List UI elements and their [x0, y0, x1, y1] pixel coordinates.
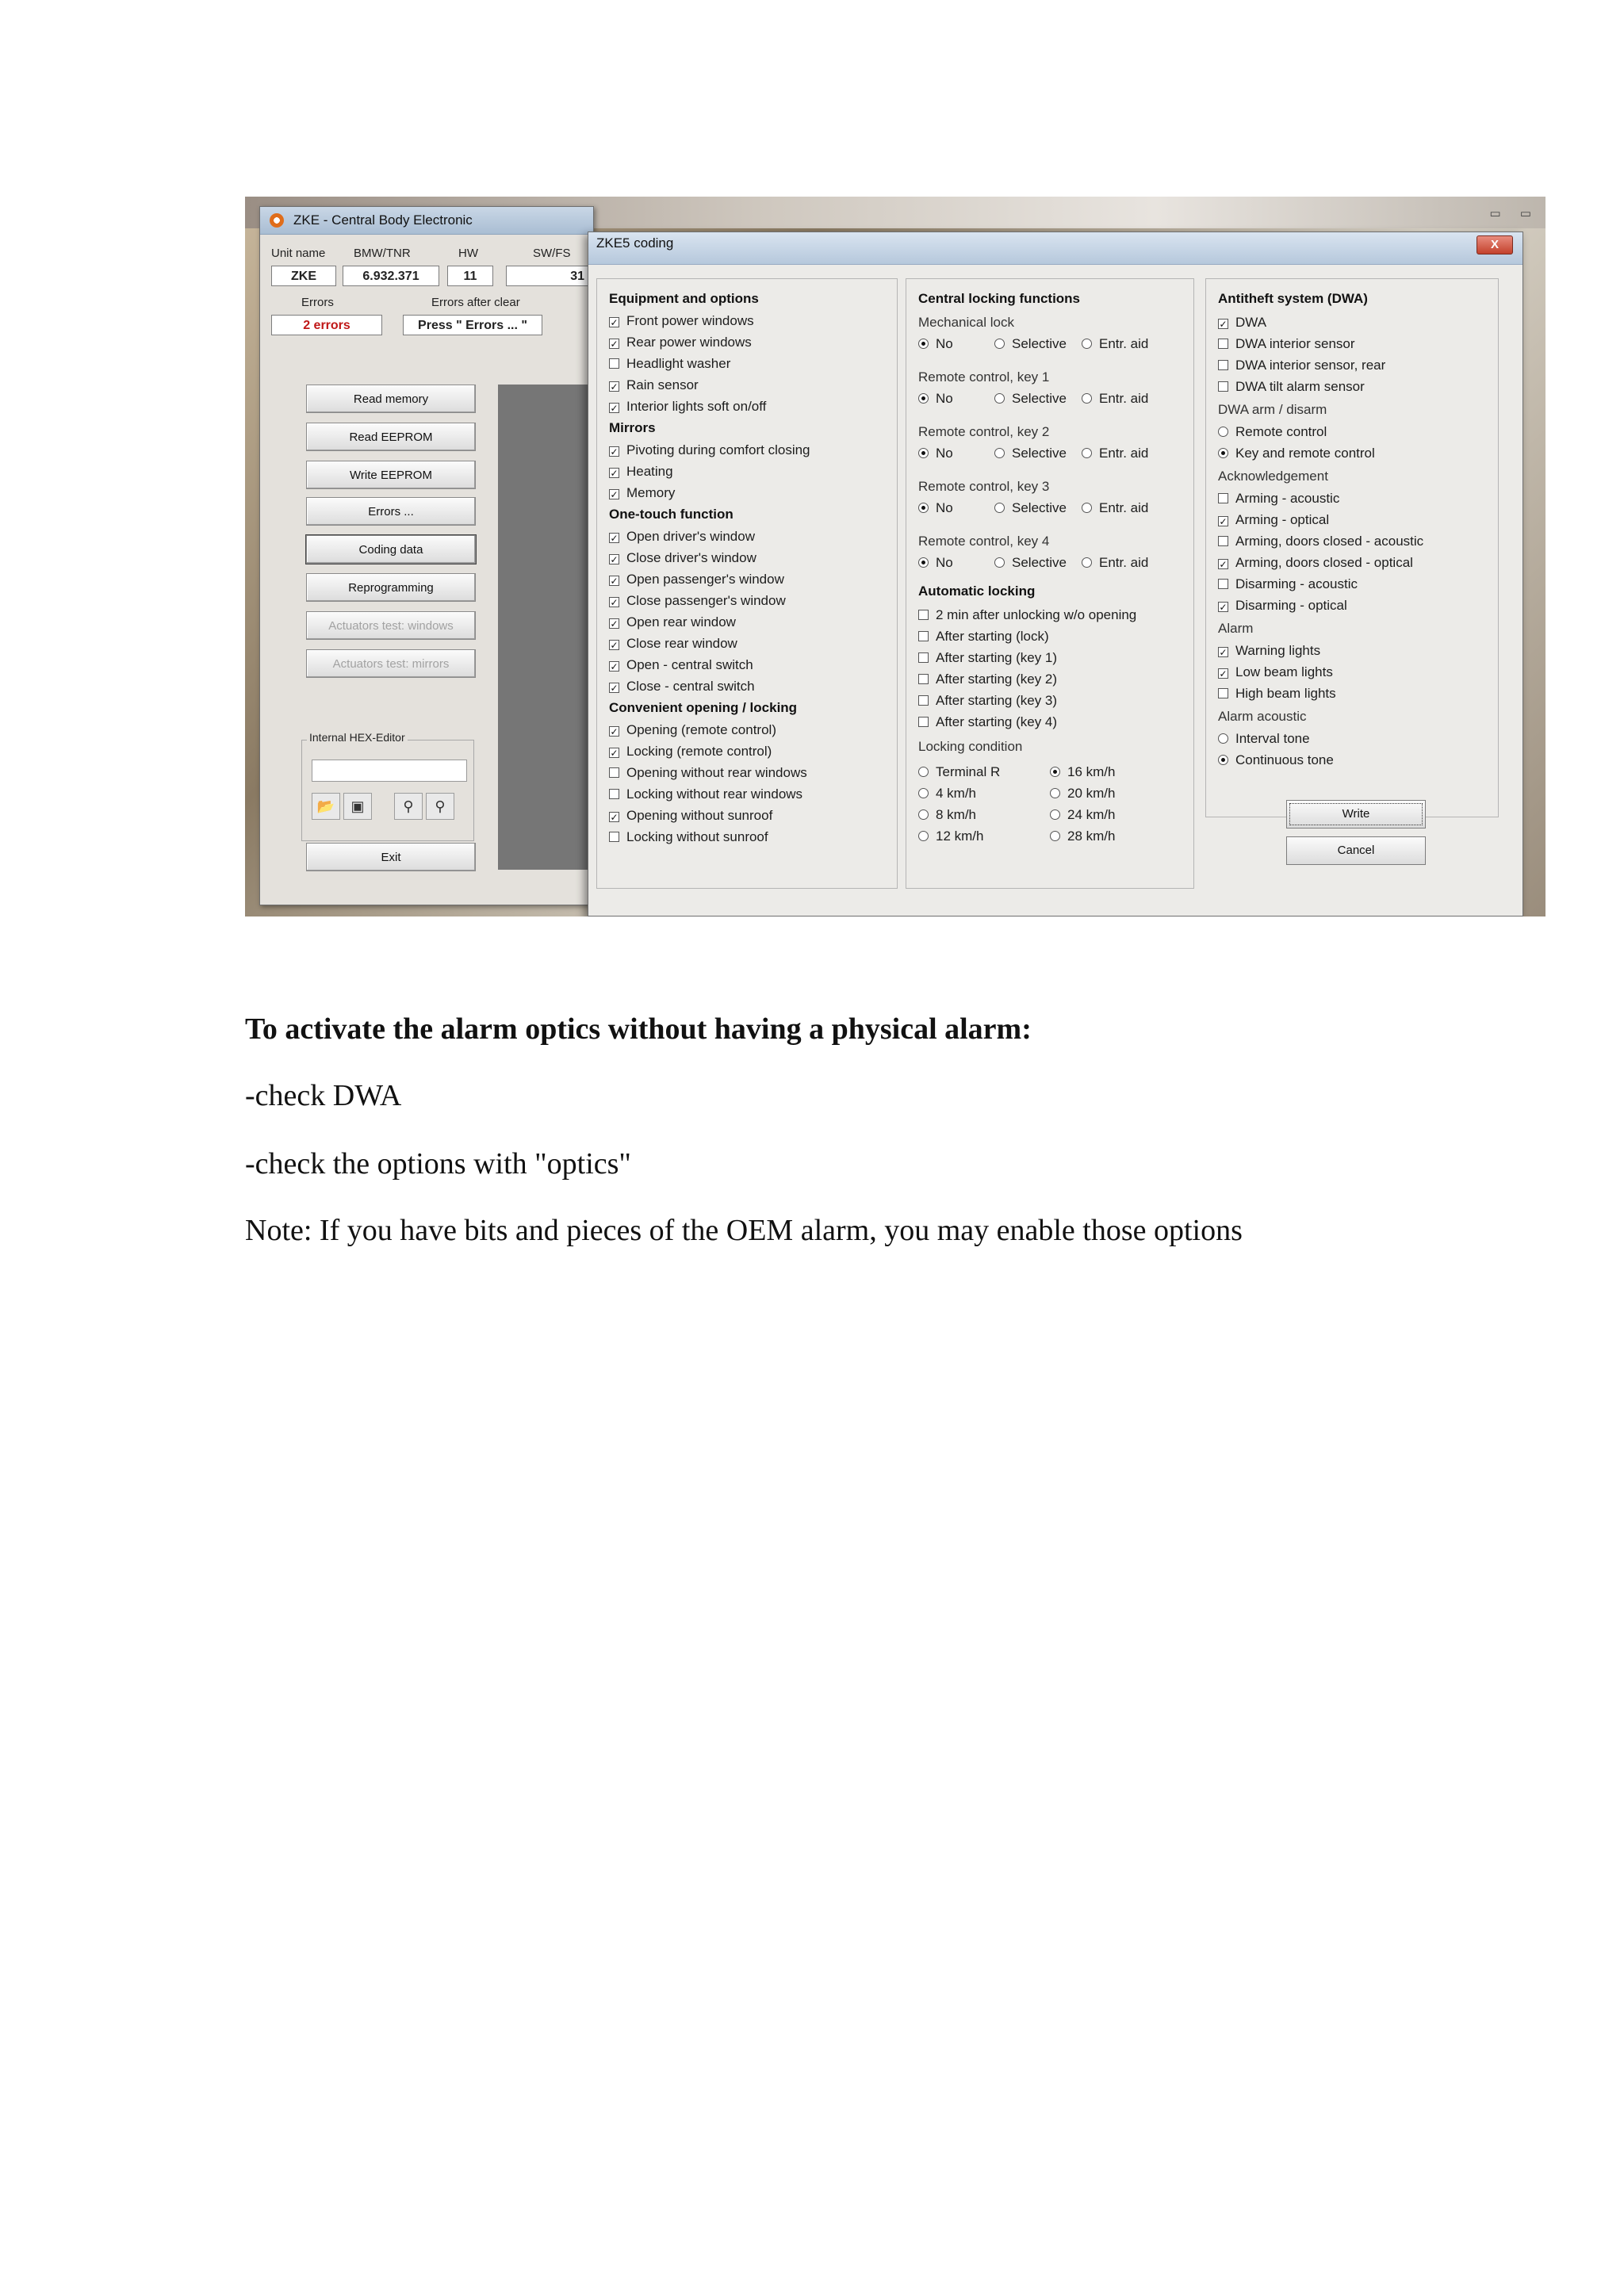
label-sw: SW/FS: [533, 247, 571, 260]
radio-group-label: [918, 479, 1049, 495]
radio-group-label: [918, 534, 1049, 549]
acknowledgement-checkbox[interactable]: [1218, 598, 1347, 614]
radio-icon[interactable]: [1218, 755, 1228, 765]
taskbar-icons: ▭ ▭: [1489, 207, 1539, 220]
read-memory-button[interactable]: Read memory: [306, 385, 476, 413]
radio-icon[interactable]: [994, 393, 1005, 404]
checkbox-icon[interactable]: ✓: [1219, 559, 1228, 570]
label-errors-after-clear: Errors after clear: [431, 296, 520, 309]
option-label: Arming - optical: [1235, 512, 1330, 527]
equipment-checkbox[interactable]: [609, 356, 730, 372]
radio-option[interactable]: [918, 446, 953, 461]
checkbox-icon[interactable]: ✓: [1219, 319, 1228, 330]
radio-icon[interactable]: [994, 339, 1005, 349]
checkbox-icon[interactable]: ✓: [610, 381, 619, 392]
dialog-title-bar: [588, 232, 1522, 265]
checkbox-icon[interactable]: ✓: [610, 812, 619, 823]
checkbox-icon[interactable]: [1218, 339, 1228, 349]
checkbox-icon[interactable]: [918, 652, 929, 663]
radio-icon[interactable]: [918, 788, 929, 798]
option-label: Memory: [626, 485, 676, 500]
option-label: After starting (lock): [936, 629, 1049, 644]
hex-editor-input[interactable]: [312, 760, 467, 782]
option-label: 8 km/h: [936, 807, 977, 822]
option-label: Central locking functions: [918, 291, 1081, 306]
option-label: Key and remote control: [1235, 446, 1375, 461]
convenient-checkbox[interactable]: [609, 744, 772, 760]
option-label: DWA interior sensor: [1235, 336, 1355, 351]
hex-editor-label: Internal HEX-Editor: [307, 731, 408, 744]
convenient-heading: [609, 700, 797, 716]
locking-condition-radio[interactable]: [918, 786, 976, 802]
errors-value: 2 errors: [271, 315, 382, 335]
mirrors-heading: [609, 420, 656, 436]
onetouch-checkbox[interactable]: [609, 636, 737, 652]
checkbox-icon[interactable]: ✓: [610, 618, 619, 629]
checkbox-icon[interactable]: [1218, 536, 1228, 546]
radio-icon[interactable]: [1082, 393, 1092, 404]
option-label: Open - central switch: [626, 657, 753, 672]
automatic-locking-checkbox[interactable]: [918, 693, 1057, 709]
option-label: After starting (key 4): [936, 714, 1058, 729]
screenshot-image: [245, 197, 1545, 916]
checkbox-icon[interactable]: [918, 610, 929, 620]
radio-group-label: [918, 424, 1049, 440]
alarm-acoustic-label: [1218, 709, 1306, 725]
option-label: Low beam lights: [1235, 664, 1333, 679]
option-label: One-touch function: [609, 507, 733, 522]
option-label: High beam lights: [1235, 686, 1336, 701]
label-errors: Errors: [301, 296, 334, 309]
option-label: 4 km/h: [936, 786, 977, 801]
checkbox-icon[interactable]: ✓: [1219, 647, 1228, 658]
option-label: Open rear window: [626, 614, 736, 629]
checkbox-icon[interactable]: ✓: [1219, 602, 1228, 613]
option-label: Remote control, key 3: [918, 479, 1050, 494]
locking-condition-radio[interactable]: [918, 764, 1000, 780]
option-label: Mechanical lock: [918, 315, 1014, 330]
radio-icon[interactable]: [1082, 448, 1092, 458]
checkbox-icon[interactable]: [1218, 381, 1228, 392]
option-label: Interval tone: [1235, 731, 1310, 746]
checkbox-icon[interactable]: [1218, 493, 1228, 503]
automatic-locking-checkbox[interactable]: [918, 629, 1049, 645]
option-label: Antitheft system (DWA): [1218, 291, 1368, 306]
radio-option[interactable]: [918, 336, 953, 352]
option-label: Warning lights: [1235, 643, 1321, 658]
option-label: Disarming - acoustic: [1235, 576, 1358, 591]
locking-condition-radio[interactable]: [918, 807, 976, 823]
antitheft-heading: [1218, 291, 1368, 307]
option-label: Terminal R: [936, 764, 1001, 779]
option-label: Entr. aid: [1099, 391, 1149, 406]
radio-icon[interactable]: [1050, 767, 1060, 777]
option-label: Remote control, key 1: [918, 369, 1050, 385]
radio-icon[interactable]: [994, 557, 1005, 568]
option-label: Close - central switch: [626, 679, 755, 694]
option-label: 28 km/h: [1067, 828, 1116, 844]
actuators-windows-button[interactable]: Actuators test: windows: [306, 611, 476, 640]
zke-window: [259, 206, 594, 905]
radio-icon[interactable]: [1050, 788, 1060, 798]
option-label: No: [936, 336, 953, 351]
option-label: Selective: [1012, 391, 1067, 406]
mirrors-checkbox[interactable]: [609, 442, 810, 458]
option-label: Opening (remote control): [626, 722, 776, 737]
dwa-checkbox[interactable]: [1218, 379, 1365, 395]
checkbox-icon[interactable]: ✓: [610, 339, 619, 350]
checkbox-icon[interactable]: [918, 631, 929, 641]
acknowledgement-checkbox[interactable]: [1218, 534, 1423, 549]
checkbox-icon[interactable]: ✓: [610, 317, 619, 328]
write-button[interactable]: Write: [1286, 800, 1426, 828]
dwa-arm-label: [1218, 402, 1327, 418]
option-label: Equipment and options: [609, 291, 759, 306]
acknowledgement-checkbox[interactable]: [1218, 576, 1358, 592]
dwa-checkbox[interactable]: [1218, 315, 1266, 331]
checkbox-icon[interactable]: ✓: [610, 533, 619, 544]
option-label: 24 km/h: [1067, 807, 1116, 822]
read-eeprom-button[interactable]: Read EEPROM: [306, 423, 476, 451]
option-label: Open passenger's window: [626, 572, 784, 587]
option-label: Locking (remote control): [626, 744, 772, 759]
checkbox-icon[interactable]: ✓: [610, 468, 619, 479]
checkbox-icon[interactable]: ✓: [610, 489, 619, 500]
option-label: Opening without rear windows: [626, 765, 807, 780]
option-label: Close passenger's window: [626, 593, 786, 608]
option-label: After starting (key 3): [936, 693, 1058, 708]
app-icon: [270, 213, 284, 228]
zke-title: ZKE - Central Body Electronic: [293, 212, 473, 228]
option-label: Selective: [1012, 500, 1067, 515]
instruction-heading: To activate the alarm optics without having a physical alarm:: [245, 1012, 1032, 1046]
option-label: Convenient opening / locking: [609, 700, 798, 715]
checkbox-icon[interactable]: ✓: [1219, 668, 1228, 679]
option-label: Locking without sunroof: [626, 829, 768, 844]
automatic-locking-heading: [918, 584, 1035, 599]
alarm-acoustic-radio[interactable]: [1218, 731, 1310, 747]
write-eeprom-button[interactable]: Write EEPROM: [306, 461, 476, 489]
acknowledgement-checkbox[interactable]: [1218, 555, 1413, 571]
alarm-acoustic-radio[interactable]: [1218, 752, 1334, 768]
option-label: Close driver's window: [626, 550, 756, 565]
option-label: No: [936, 391, 953, 406]
locking-condition-radio[interactable]: [1050, 786, 1115, 802]
option-label: 12 km/h: [936, 828, 984, 844]
checkbox-icon[interactable]: [918, 695, 929, 706]
checkbox-icon[interactable]: [1218, 688, 1228, 698]
radio-icon[interactable]: [1082, 503, 1092, 513]
onetouch-checkbox[interactable]: [609, 657, 753, 673]
errors-button[interactable]: Errors ...: [306, 497, 476, 526]
exit-button[interactable]: Exit: [306, 843, 476, 871]
radio-icon[interactable]: [918, 809, 929, 820]
checkbox-icon[interactable]: [1218, 360, 1228, 370]
binoculars-icon[interactable]: ⚲: [394, 793, 423, 820]
option-label: Front power windows: [626, 313, 754, 328]
sw-value: 31: [506, 266, 593, 286]
checkbox-icon[interactable]: [918, 674, 929, 684]
mirrors-checkbox[interactable]: [609, 485, 675, 501]
option-label: No: [936, 446, 953, 461]
checkbox-icon[interactable]: ✓: [610, 554, 619, 565]
option-label: Continuous tone: [1235, 752, 1334, 767]
locking-condition-radio[interactable]: [918, 828, 983, 844]
onetouch-checkbox[interactable]: [609, 550, 756, 566]
convenient-checkbox[interactable]: [609, 722, 776, 738]
mirrors-checkbox[interactable]: [609, 464, 673, 480]
radio-icon[interactable]: [918, 767, 929, 777]
acknowledgement-checkbox[interactable]: [1218, 491, 1339, 507]
checkbox-icon[interactable]: ✓: [610, 661, 619, 672]
open-folder-icon[interactable]: 📂: [312, 793, 340, 820]
locking-condition-radio[interactable]: [1050, 764, 1115, 780]
checkbox-icon[interactable]: ✓: [610, 748, 619, 759]
option-label: Arming, doors closed - optical: [1235, 555, 1413, 570]
checkbox-icon[interactable]: ✓: [610, 597, 619, 608]
radio-option[interactable]: [1082, 446, 1148, 461]
radio-option[interactable]: [1082, 500, 1148, 516]
option-label: Automatic locking: [918, 584, 1036, 599]
radio-option[interactable]: [1082, 391, 1148, 407]
radio-icon[interactable]: [994, 448, 1005, 458]
option-label: Alarm acoustic: [1218, 709, 1307, 724]
bmw-tnr-value: 6.932.371: [343, 266, 439, 286]
option-label: Opening without sunroof: [626, 808, 773, 823]
acknowledgement-label: [1218, 469, 1328, 484]
cancel-button[interactable]: Cancel: [1286, 836, 1426, 865]
alarm-checkbox[interactable]: [1218, 664, 1333, 680]
dwa-arm-radio[interactable]: [1218, 424, 1327, 440]
locking-condition-radio[interactable]: [1050, 828, 1115, 844]
radio-icon[interactable]: [918, 339, 929, 349]
option-label: Close rear window: [626, 636, 737, 651]
onetouch-checkbox[interactable]: [609, 529, 755, 545]
option-label: Remote control: [1235, 424, 1327, 439]
radio-icon[interactable]: [1218, 733, 1228, 744]
equipment-heading: [609, 291, 759, 307]
dialog-title: ZKE5 coding: [596, 235, 674, 251]
checkbox-icon[interactable]: [1218, 579, 1228, 589]
option-label: Remote control, key 4: [918, 534, 1050, 549]
option-label: DWA tilt alarm sensor: [1235, 379, 1365, 394]
zke-title-bar: [260, 207, 593, 235]
press-errors-value: Press " Errors ... ": [403, 315, 542, 335]
option-label: 2 min after unlocking w/o opening: [936, 607, 1137, 622]
onetouch-checkbox[interactable]: [609, 679, 755, 695]
radio-icon[interactable]: [918, 557, 929, 568]
equipment-checkbox[interactable]: [609, 377, 699, 393]
checkbox-icon[interactable]: [609, 358, 619, 369]
radio-group-label: [918, 369, 1049, 385]
radio-option[interactable]: [994, 446, 1067, 461]
onetouch-checkbox[interactable]: [609, 593, 786, 609]
option-label: Rear power windows: [626, 335, 752, 350]
option-label: Heating: [626, 464, 673, 479]
option-label: Interior lights soft on/off: [626, 399, 767, 414]
option-label: Arming - acoustic: [1235, 491, 1340, 506]
central-locking-heading: [918, 291, 1080, 307]
option-label: Mirrors: [609, 420, 656, 435]
convenient-checkbox[interactable]: [609, 829, 768, 845]
radio-icon[interactable]: [918, 448, 929, 458]
option-label: Selective: [1012, 555, 1067, 570]
reprogramming-button[interactable]: Reprogramming: [306, 573, 476, 602]
label-unit-name: Unit name: [271, 247, 326, 260]
actuators-mirrors-button[interactable]: Actuators test: mirrors: [306, 649, 476, 678]
checkbox-icon[interactable]: [918, 717, 929, 727]
convenient-checkbox[interactable]: [609, 808, 772, 824]
checkbox-icon[interactable]: [609, 789, 619, 799]
option-label: Locking without rear windows: [626, 786, 803, 802]
automatic-locking-checkbox[interactable]: [918, 672, 1057, 687]
alarm-label: [1218, 621, 1253, 637]
convenient-checkbox[interactable]: [609, 786, 802, 802]
option-label: Rain sensor: [626, 377, 699, 392]
option-label: Alarm: [1218, 621, 1254, 636]
radio-option[interactable]: [994, 336, 1067, 352]
locking-condition-label: [918, 739, 1022, 755]
find-next-icon[interactable]: ⚲: [426, 793, 454, 820]
option-label: Entr. aid: [1099, 555, 1149, 570]
option-label: After starting (key 1): [936, 650, 1058, 665]
locking-condition-radio[interactable]: [1050, 807, 1115, 823]
hex-editor-group: [301, 731, 474, 841]
option-label: Entr. aid: [1099, 500, 1149, 515]
radio-option[interactable]: [918, 391, 953, 407]
onetouch-heading: [609, 507, 733, 522]
checkbox-icon[interactable]: [609, 767, 619, 778]
equipment-checkbox[interactable]: [609, 335, 752, 350]
option-label: 20 km/h: [1067, 786, 1116, 801]
radio-option[interactable]: [1082, 336, 1148, 352]
convenient-checkbox[interactable]: [609, 765, 807, 781]
checkbox-icon[interactable]: [609, 832, 619, 842]
radio-icon[interactable]: [1050, 831, 1060, 841]
onetouch-checkbox[interactable]: [609, 614, 736, 630]
dwa-checkbox[interactable]: [1218, 336, 1355, 352]
radio-icon[interactable]: [918, 393, 929, 404]
option-label: Arming, doors closed - acoustic: [1235, 534, 1424, 549]
dwa-checkbox[interactable]: [1218, 358, 1385, 373]
option-label: Acknowledgement: [1218, 469, 1328, 484]
option-label: Selective: [1012, 336, 1067, 351]
radio-icon[interactable]: [994, 503, 1005, 513]
automatic-locking-checkbox[interactable]: [918, 714, 1057, 730]
label-hw: HW: [458, 247, 478, 260]
label-bmw-tnr: BMW/TNR: [354, 247, 411, 260]
note-text: Note: If you have bits and pieces of the OEM alarm, you may enable those options: [245, 1214, 1243, 1247]
option-label: Headlight washer: [626, 356, 731, 371]
option-label: Selective: [1012, 446, 1067, 461]
equipment-checkbox[interactable]: [609, 399, 766, 415]
automatic-locking-checkbox[interactable]: [918, 650, 1057, 666]
radio-option[interactable]: [1082, 555, 1148, 571]
radio-option[interactable]: [918, 500, 953, 516]
checkbox-icon[interactable]: ✓: [1219, 516, 1228, 527]
radio-option[interactable]: [994, 555, 1067, 571]
equipment-checkbox[interactable]: [609, 313, 754, 329]
close-icon[interactable]: X: [1477, 235, 1513, 254]
radio-icon[interactable]: [1082, 557, 1092, 568]
unit-name-value: ZKE: [271, 266, 336, 286]
step-check-optics: -check the options with "optics": [245, 1147, 631, 1181]
radio-icon[interactable]: [1218, 427, 1228, 437]
option-label: Locking condition: [918, 739, 1023, 754]
alarm-checkbox[interactable]: [1218, 686, 1336, 702]
option-label: DWA: [1235, 315, 1267, 330]
hw-value: 11: [447, 266, 493, 286]
option-label: 16 km/h: [1067, 764, 1116, 779]
option-label: No: [936, 500, 953, 515]
checkbox-icon[interactable]: ✓: [610, 403, 619, 414]
acknowledgement-checkbox[interactable]: [1218, 512, 1329, 528]
option-label: Remote control, key 2: [918, 424, 1050, 439]
radio-icon[interactable]: [1050, 809, 1060, 820]
coding-data-button[interactable]: Coding data: [306, 535, 476, 564]
checkbox-icon[interactable]: ✓: [610, 576, 619, 587]
step-check-dwa: -check DWA: [245, 1079, 402, 1112]
checkbox-icon[interactable]: ✓: [610, 640, 619, 651]
option-label: Entr. aid: [1099, 446, 1149, 461]
zke5-coding-dialog: [588, 232, 1523, 916]
alarm-checkbox[interactable]: [1218, 643, 1320, 659]
option-label: Disarming - optical: [1235, 598, 1347, 613]
radio-option[interactable]: [994, 500, 1067, 516]
option-label: After starting (key 2): [936, 672, 1058, 687]
radio-icon[interactable]: [918, 503, 929, 513]
onetouch-checkbox[interactable]: [609, 572, 784, 587]
option-label: Entr. aid: [1099, 336, 1149, 351]
radio-icon[interactable]: [1218, 448, 1228, 458]
option-label: Open driver's window: [626, 529, 755, 544]
radio-icon[interactable]: [1082, 339, 1092, 349]
radio-icon[interactable]: [918, 831, 929, 841]
option-label: No: [936, 555, 953, 570]
dwa-arm-radio[interactable]: [1218, 446, 1375, 461]
radio-option[interactable]: [918, 555, 953, 571]
radio-option[interactable]: [994, 391, 1067, 407]
option-label: Pivoting during comfort closing: [626, 442, 810, 457]
checkbox-icon[interactable]: ✓: [610, 446, 619, 457]
automatic-locking-checkbox[interactable]: [918, 607, 1136, 623]
option-label: DWA arm / disarm: [1218, 402, 1327, 417]
content-area: [498, 385, 593, 870]
option-label: DWA interior sensor, rear: [1235, 358, 1386, 373]
save-icon[interactable]: ▣: [343, 793, 372, 820]
radio-group-label: [918, 315, 1014, 331]
checkbox-icon[interactable]: ✓: [610, 683, 619, 694]
checkbox-icon[interactable]: ✓: [610, 726, 619, 737]
